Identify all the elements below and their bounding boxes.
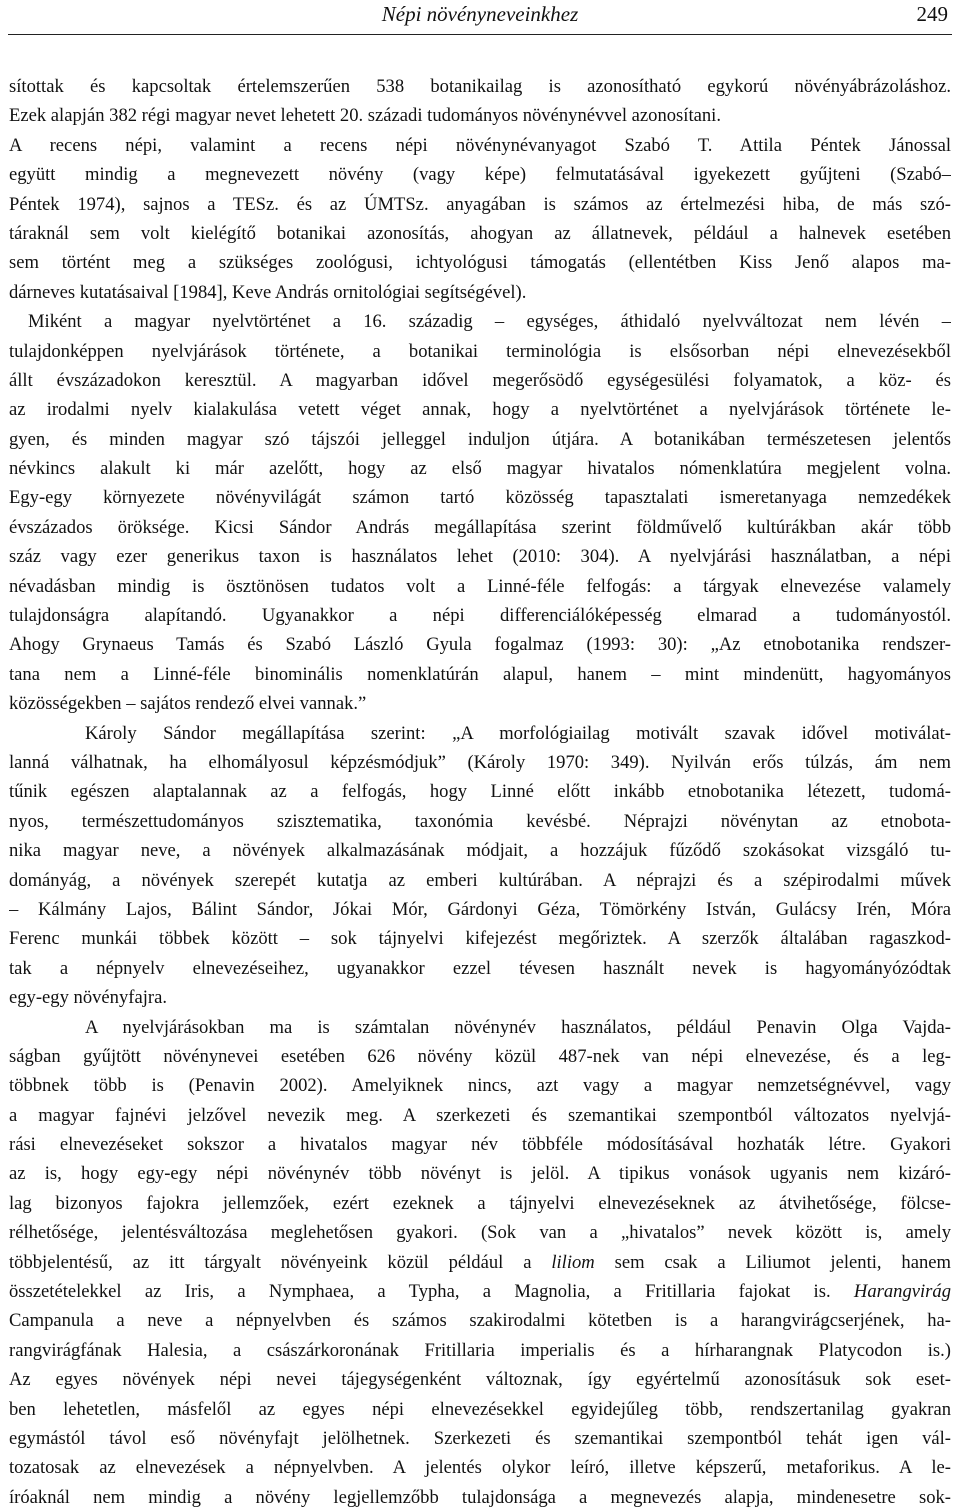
text-line: A recens népi, valamint a recens népi növénynévanyagot Szabó T. Attila Péntek Jánossal xyxy=(9,134,951,156)
text-line: Ezek alapján 382 régi magyar nevet lehetett 20. századi tudományos növénynévvel azonosítani. xyxy=(9,105,721,127)
running-title: Népi növényneveinkhez xyxy=(381,2,579,26)
text-line: sítottak és kapcsoltak értelemszerűen 538 botanikailag is azonosítható egykorú növényábrázoláshoz. xyxy=(9,76,951,97)
text-line: rási elnevezéseket sokszor a hivatalos magyar név többféle módosításával hozhaták létre. Gyakori xyxy=(9,1134,951,1156)
text-line: közösségekben – sajátos rendező elvei vannak.” xyxy=(9,693,367,715)
text-line: összetételekkel az Iris, a Nymphaea, a Typha, a Magnolia, a Fritillaria fajokat is. Harangvirág xyxy=(9,1281,951,1303)
text-line: tulajdonképpen nyelvjárások története, a botanikai terminológia is elsősorban népi elnevezésekből xyxy=(9,340,951,362)
text-line: Egy-egy környezete növényvilágát számon tartó közösség tapasztalati ismeretanyaga nemzedékek xyxy=(9,487,951,509)
text-line: egy-egy növényfajra. xyxy=(9,987,167,1009)
text-line: Miként a magyar nyelvtörténet a 16. századig – egységes, áthidaló nyelvváltozat nem lévén – xyxy=(28,311,951,333)
text-line: Az egyes növények népi nevei tájegységenként változnak, így egyértelmű azonosításuk sok eset- xyxy=(9,1369,951,1391)
text-line: gyen, és minden magyar szó tájszói jelleggel induljon útjára. A botanikában természetesen jelentős xyxy=(9,428,951,450)
text-line: dományág, a növények szerepét kutatja az emberi kultúrában. A néprajzi és a szépirodalmi művek xyxy=(9,869,951,891)
text-line: ben lehetetlen, másfelől az egyes népi elnevezésekkel egyidejűleg több, rendszertanilag gyakran xyxy=(9,1398,951,1420)
text-line: lag bizonyos fajokra jellemzőek, ezért ezeknek a tájnyelvi elnevezéseknek az átvihetősége, fölcse- xyxy=(9,1192,951,1214)
text-line: többnek több is (Penavin 2002). Amelyiknek nincs, azt vagy a magyar nemzetségnévvel, vagy xyxy=(9,1075,951,1097)
text-line: A nyelvjárásokban ma is számtalan növénynév használatos, például Penavin Olga Vajda- xyxy=(85,1016,951,1038)
text-line: Károly Sándor megállapítása szerint: „A morfológiailag motivált szavak idővel motiválat- xyxy=(85,722,951,744)
italic-term: liliom xyxy=(551,1251,595,1273)
text-line: táraknál sem volt kielégítő botanikai azonosítás, ahogyan az állatnevek, például a halnevek esetében xyxy=(9,222,951,244)
italic-term: Harangvirág xyxy=(853,1281,951,1303)
text-line: tűnik egészen alaptalannak az a felfogás, hogy Linné előtt inkább etnobotanika létezett, tudomá- xyxy=(9,781,951,803)
page-number: 249 xyxy=(916,2,948,26)
text-line: Ahogy Grynaeus Tamás és Szabó László Gyula fogalmaz (1993: 30): „Az etnobotanika rendszer- xyxy=(9,634,951,656)
text-line: tulajdonságra alapítandó. Ugyanakkor a népi differenciálóképesség elmarad a tudományostól. xyxy=(9,605,951,627)
text-line: évszázados öröksége. Kicsi Sándor András megállapítása szerint földművelő kultúrákban akár több xyxy=(9,516,951,538)
text-line: Campanula a neve a népnyelvben és számos szakirodalmi kötetben is a harangvirágcserjének, ha- xyxy=(9,1310,951,1332)
text-line: íróaknál nem mindig a növény legjellemzőbb tulajdonsága a megnevezés alapja, mindenesetre sok- xyxy=(9,1486,951,1508)
text-line: együtt mindig a megnevezett növény (vagy képe) felmutatásával igyekezett gyűjteni (Szabó– xyxy=(9,164,951,186)
text-line: nika magyar neve, a növények alkalmazásának módjait, a hozzájuk fűződő szokásokat vizsgáló tu- xyxy=(9,840,951,862)
text-line: dárneves kutatásaival [1984], Keve András ornitológiai segítségével). xyxy=(9,281,527,303)
text-line: tana nem a Linné-féle binominális nomenklatúrán alapul, hanem – mint mindenütt, hagyományos xyxy=(9,663,951,685)
text-line: névkincs alakult ki már azelőtt, hogy az első magyar hivatalos nómenklatúra megjelent volna. xyxy=(9,458,951,480)
text-line: száz vagy ezer generikus taxon is használatos lehet (2010: 304). A nyelvjárási használatban, a népi xyxy=(9,546,951,568)
text-line: ságban gyűjtött növénynevei esetében 626 növény közül 487-nek van népi elnevezése, és a leg- xyxy=(9,1045,951,1067)
text-line: a magyar fajnévi jelzővel nevezik meg. A szerkezeti és szemantikai szempontból változatos nyelvjá- xyxy=(9,1104,951,1126)
text-line: rélhetősége, jelentésváltozása meglehetősen gyakori. (Sok van a „hivatalos” nevek között is, amely xyxy=(9,1222,951,1244)
body-text xyxy=(9,72,951,1512)
text-line: tak a népnyelv elnevezéseihez, ugyanakkor ezzel tévesen használt nevek is hagyományózódtak xyxy=(9,957,951,979)
text-line: az is, hogy egy-egy népi növénynév több növényt is jelöl. A tipikus vonások ugyanis nem kizáró- xyxy=(9,1163,951,1185)
text-line: – Kálmány Lajos, Bálint Sándor, Jókai Mór, Gárdonyi Géza, Tömörkény István, Gulácsy Irén, Móra xyxy=(9,898,951,920)
text-line: állt évszázadokon keresztül. A magyarban idővel megerősödő egységesülési folyamatok, a köz- és xyxy=(9,369,951,391)
text-line: tozatosak az elnevezések a népnyelvben. A jelentés olykor leíró, illetve képszerű, metaforikus. A le- xyxy=(9,1457,951,1479)
text-line: egymástól távol eső növényfajt jelölhetnek. Szerkezeti és szemantikai szempontból tehát igen vál- xyxy=(9,1427,951,1449)
text-line: Ferenc munkái többek között – sok tájnyelvi kifejezést megőriztek. A szerzők általában ragaszkod- xyxy=(9,928,951,950)
text-line: az irodalmi nyelv kialakulása vetett véget annak, hogy a nyelvtörténet a nyelvjárások története le- xyxy=(9,399,951,421)
text-line: nyos, természettudományos szisztematika, taxonómia kevésbé. Néprajzi növénytan az etnobota- xyxy=(9,810,951,832)
running-header xyxy=(8,0,952,35)
text-line: többjelentésű, az itt tárgyalt növényeink közül például a liliom sem csak a Liliumot jelenti, hanem xyxy=(9,1251,951,1273)
text-line: sem történt meg a szükséges zoológusi, ichtyológusi támogatás (ellentétben Kiss Jenő alapos ma- xyxy=(9,252,951,274)
text-line: Péntek 1974), sajnos a TESz. és az ÚMTSz. anyagában is számos az értelmezési hiba, de más szó- xyxy=(9,193,951,215)
text-line: lanná válhatnak, ha elhomályosul képzésmódjuk” (Károly 1970: 349). Nyilván erős túlzás, ám nem xyxy=(9,751,951,773)
text-line: rangvirágfának Halesia, a császárkoronának Fritillaria imperialis és a hírharangnak Platycodon is.) xyxy=(9,1339,951,1361)
text-line: névadásban mindig is ösztönösen tudatos volt a Linné-féle felfogás: a tárgyak elnevezése valamely xyxy=(9,575,951,597)
